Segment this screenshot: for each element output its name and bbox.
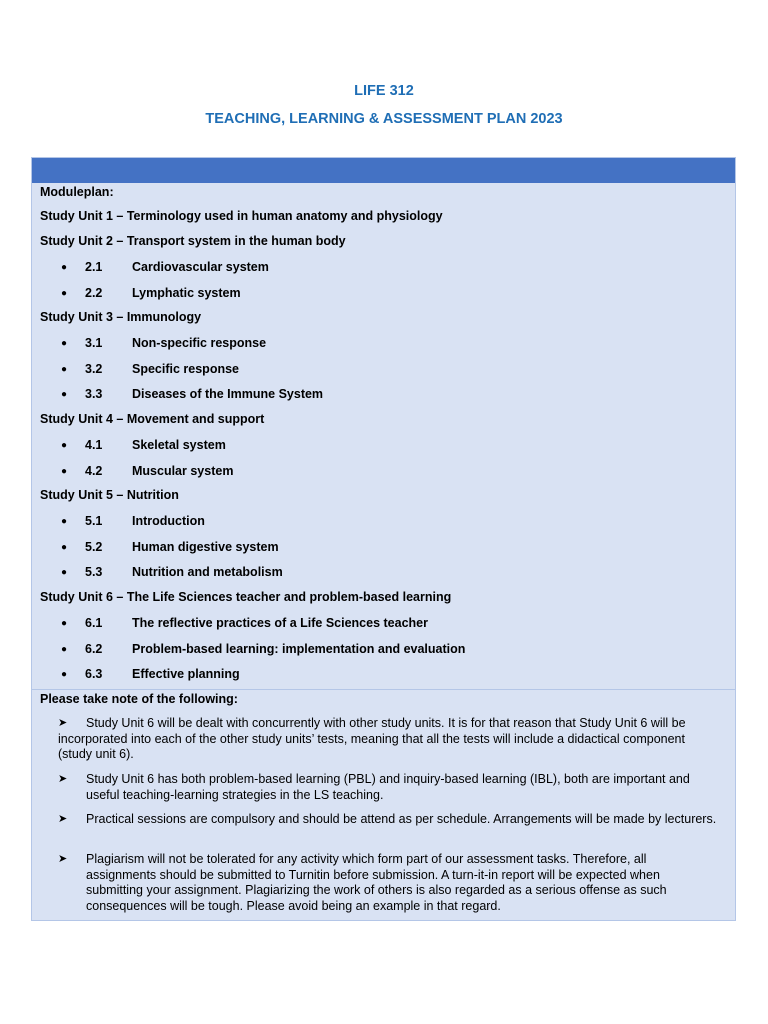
- sub-unit-title: Problem-based learning: implementation and evaluation: [132, 642, 466, 656]
- sub-unit-number: 5.2: [85, 540, 103, 554]
- bullet-icon: ●: [61, 567, 68, 578]
- sub-unit-number: 6.2: [85, 642, 103, 656]
- note-text: Study Unit 6 has both problem-based learning (PBL) and inquiry-based learning (IBL), both are important and useful teaching-learning strategies in the LS teaching.: [86, 772, 690, 802]
- sub-unit-title: Specific response: [132, 362, 239, 376]
- sub-unit-number: 3.2: [85, 362, 103, 376]
- bullet-icon: ●: [61, 364, 68, 375]
- bullet-icon: ●: [61, 440, 68, 451]
- sub-unit-title: Muscular system: [132, 464, 234, 478]
- note-item: [58, 852, 718, 914]
- bullet-icon: ●: [61, 669, 68, 680]
- sub-unit-title: Diseases of the Immune System: [132, 387, 324, 401]
- sub-unit-number: 6.3: [85, 667, 103, 681]
- sub-unit-number: 2.2: [85, 286, 103, 300]
- arrow-bullet-icon: ➤: [58, 853, 68, 865]
- arrow-bullet-icon: ➤: [58, 717, 68, 729]
- note-text: Study Unit 6 will be dealt with concurrently with other study units. It is for that reason that Study Unit 6 will be incorporated into each of the other study units’ tests, meaning that all the tests will include a didactical component (study unit 6).: [58, 716, 686, 761]
- study-unit-1: Study Unit 1 – Terminology used in human anatomy and physiology: [40, 209, 443, 223]
- module-plan-table: [31, 157, 736, 921]
- bullet-icon: ●: [61, 262, 68, 273]
- sub-unit-title: Lymphatic system: [132, 286, 241, 300]
- study-unit-4: Study Unit 4 – Movement and support: [40, 412, 265, 426]
- bullet-icon: ●: [61, 516, 68, 527]
- arrow-bullet-icon: ➤: [58, 813, 68, 825]
- document-title: TEACHING, LEARNING & ASSESSMENT PLAN 2023: [205, 111, 563, 127]
- bullet-icon: ●: [61, 338, 68, 349]
- sub-unit-title: Nutrition and metabolism: [132, 565, 283, 579]
- arrow-bullet-icon: ➤: [58, 773, 68, 785]
- note-text: Plagiarism will not be tolerated for any activity which form part of our assessment tasks. Therefore, all assignments should be submitted to Turnitin before submission. A turn-it-in report will be expected when submitting your assignment. Plagiarizing the work of others is also regarded as a serious offense as such consequences will be tough. Please avoid being an example in that regard.: [86, 852, 667, 913]
- study-unit-2: Study Unit 2 – Transport system in the human body: [40, 234, 346, 248]
- sub-unit-number: 4.1: [85, 438, 103, 452]
- note-item: [58, 772, 718, 803]
- sub-unit-number: 6.1: [85, 616, 103, 630]
- note-item: [58, 812, 718, 828]
- sub-unit-title: Introduction: [132, 514, 205, 528]
- sub-unit-title: Human digestive system: [132, 540, 279, 554]
- sub-unit-number: 3.3: [85, 387, 103, 401]
- bullet-icon: ●: [61, 542, 68, 553]
- sub-unit-title: Cardiovascular system: [132, 260, 269, 274]
- document-title-code: LIFE 312: [354, 83, 414, 99]
- moduleplan-label: Moduleplan:: [40, 185, 114, 199]
- sub-unit-number: 3.1: [85, 336, 103, 350]
- notes-heading: Please take note of the following:: [40, 692, 238, 706]
- table-header-bar: [32, 158, 735, 183]
- sub-unit-number: 4.2: [85, 464, 103, 478]
- study-unit-6: Study Unit 6 – The Life Sciences teacher and problem-based learning: [40, 590, 452, 604]
- study-unit-5: Study Unit 5 – Nutrition: [40, 488, 179, 502]
- note-item: [58, 716, 718, 763]
- sub-unit-title: Non-specific response: [132, 336, 267, 350]
- sub-unit-number: 5.3: [85, 565, 103, 579]
- sub-unit-number: 2.1: [85, 260, 103, 274]
- bullet-icon: ●: [61, 644, 68, 655]
- sub-unit-number: 5.1: [85, 514, 103, 528]
- sub-unit-title: Effective planning: [132, 667, 240, 681]
- row-divider: [32, 689, 735, 690]
- sub-unit-title: Skeletal system: [132, 438, 226, 452]
- study-unit-3: Study Unit 3 – Immunology: [40, 310, 202, 324]
- sub-unit-title: The reflective practices of a Life Sciences teacher: [132, 616, 428, 630]
- note-text: Practical sessions are compulsory and should be attend as per schedule. Arrangements will be made by lecturers.: [86, 812, 717, 826]
- bullet-icon: ●: [61, 618, 68, 629]
- bullet-icon: ●: [61, 389, 68, 400]
- bullet-icon: ●: [61, 288, 68, 299]
- bullet-icon: ●: [61, 466, 68, 477]
